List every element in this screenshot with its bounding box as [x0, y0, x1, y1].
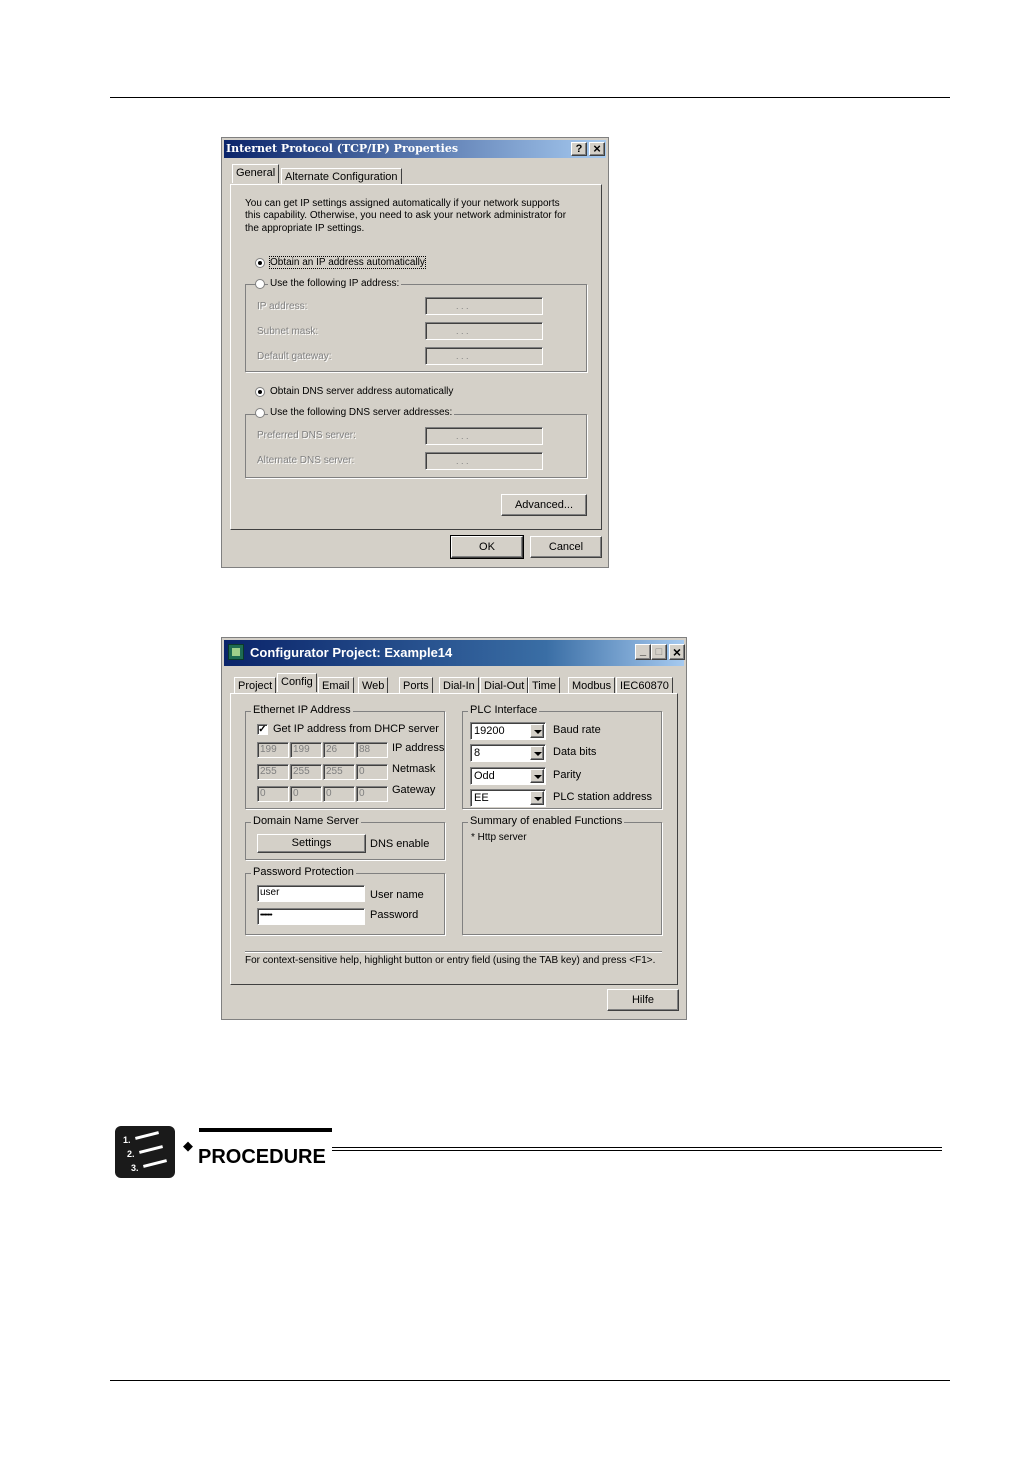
subnet-mask-label: Subnet mask:	[257, 326, 319, 337]
ok-button[interactable]: OK	[451, 536, 523, 558]
maximize-button[interactable]	[651, 644, 667, 660]
password-label: Password	[370, 909, 419, 921]
close-button[interactable]	[589, 142, 605, 156]
parity-label: Parity	[553, 769, 582, 781]
procedure-icon-stroke-1	[135, 1131, 159, 1140]
close-window-button[interactable]	[669, 644, 685, 660]
data-bits-label: Data bits	[553, 746, 597, 758]
gateway-label: Gateway	[392, 784, 436, 796]
help-hint-bar	[245, 951, 662, 952]
obtain-ip-label[interactable]: Obtain an IP address automatically	[270, 257, 425, 268]
close-icon: ×	[593, 141, 601, 156]
dns-enable-label: DNS enable	[370, 838, 430, 850]
ethernet-ip-group-title: Ethernet IP Address	[253, 704, 351, 716]
chevron-down-icon[interactable]	[530, 791, 544, 805]
use-ip-radio[interactable]	[255, 279, 265, 289]
procedure-rule-top	[332, 1147, 942, 1148]
help-hint-text: For context-sensitive help, highlight button or entry field (using the TAB key) and press <F1>.	[245, 955, 656, 966]
plc-interface-group-title: PLC Interface	[470, 704, 538, 716]
ip-address-label: IP address	[392, 742, 445, 754]
tab-dial-out[interactable]: Dial-Out	[480, 677, 528, 693]
ip-octet-1[interactable]: 199	[257, 742, 289, 758]
netmask-label: Netmask	[392, 763, 436, 775]
ip-octet-4[interactable]: 88	[356, 742, 388, 758]
password-group	[245, 873, 445, 935]
settings-button[interactable]: Settings	[257, 834, 366, 853]
chevron-down-icon[interactable]	[530, 769, 544, 783]
ip-address-label: IP address:	[257, 301, 308, 312]
plc-station-label: PLC station address	[553, 791, 653, 803]
chevron-down-icon[interactable]	[530, 724, 544, 738]
dhcp-checkbox[interactable]	[257, 724, 268, 735]
dialog-title: Internet Protocol (TCP/IP) Properties	[226, 142, 459, 155]
procedure-icon-stroke-3	[143, 1159, 167, 1168]
username-input[interactable]: user	[257, 885, 365, 902]
help-button[interactable]: ?	[571, 142, 587, 156]
description-line-2: this capability. Otherwise, you need to ask your network administrator for	[245, 210, 567, 221]
dhcp-checkbox-label[interactable]: Get IP address from DHCP server	[273, 723, 439, 735]
use-dns-label[interactable]: Use the following DNS server addresses:	[270, 407, 453, 418]
summary-item: * Http server	[471, 832, 527, 843]
gateway-octet-4[interactable]: 0	[356, 786, 388, 802]
preferred-dns-field[interactable]: . . .	[425, 427, 543, 445]
plc-station-select[interactable]: EE	[470, 789, 546, 807]
procedure-icon-number-1: 1.	[123, 1135, 131, 1145]
ip-octet-3[interactable]: 26	[323, 742, 355, 758]
ip-octet-2[interactable]: 199	[290, 742, 322, 758]
netmask-octet-1[interactable]: 255	[257, 764, 289, 780]
minimize-icon: _	[639, 645, 647, 657]
tab-iec60870[interactable]: IEC60870	[616, 677, 673, 693]
advanced-button[interactable]: Advanced...	[501, 494, 587, 516]
data-bits-select[interactable]: 8	[470, 744, 546, 762]
procedure-icon-number-3: 3.	[131, 1163, 139, 1173]
header-rule	[110, 97, 950, 98]
obtain-ip-radio[interactable]	[255, 258, 265, 268]
tab-config[interactable]: Config	[277, 673, 317, 692]
username-label: User name	[370, 889, 424, 901]
procedure-bullet: ◆	[183, 1138, 193, 1153]
close-icon: ×	[672, 644, 682, 660]
procedure-title-bar	[199, 1128, 332, 1132]
procedure-rule-bottom	[332, 1150, 942, 1151]
baud-rate-select[interactable]: 19200	[470, 722, 546, 740]
maximize-icon: □	[655, 646, 663, 658]
tab-project[interactable]: Project	[234, 677, 276, 693]
procedure-title: PROCEDURE	[198, 1146, 326, 1168]
ip-address-field[interactable]: . . .	[425, 297, 543, 315]
procedure-icon-number-2: 2.	[127, 1149, 135, 1159]
dns-group-title: Domain Name Server	[253, 815, 359, 827]
tab-dial-in[interactable]: Dial-In	[439, 677, 479, 693]
password-group-title: Password Protection	[253, 866, 354, 878]
summary-group-title: Summary of enabled Functions	[470, 815, 623, 827]
procedure-icon-stroke-2	[139, 1145, 163, 1154]
checkmark-icon: ✓	[258, 724, 267, 735]
gateway-octet-1[interactable]: 0	[257, 786, 289, 802]
tab-time[interactable]: Time	[528, 677, 560, 693]
tcpip-properties-dialog	[221, 137, 609, 568]
alternate-dns-label: Alternate DNS server:	[257, 455, 355, 466]
minimize-button[interactable]	[635, 644, 651, 660]
obtain-dns-label[interactable]: Obtain DNS server address automatically	[270, 386, 454, 397]
tab-email[interactable]: Email	[318, 677, 354, 693]
subnet-mask-field[interactable]: . . .	[425, 322, 543, 340]
procedure-icon	[115, 1126, 175, 1178]
tab-web[interactable]: Web	[358, 677, 388, 693]
baud-rate-label: Baud rate	[553, 724, 601, 736]
use-ip-label[interactable]: Use the following IP address:	[270, 278, 400, 289]
alternate-dns-field[interactable]: . . .	[425, 452, 543, 470]
netmask-octet-3[interactable]: 255	[323, 764, 355, 780]
netmask-octet-2[interactable]: 255	[290, 764, 322, 780]
cancel-button[interactable]: Cancel	[530, 536, 602, 558]
default-gateway-label: Default gateway:	[257, 351, 332, 362]
description-line-3: the appropriate IP settings.	[245, 223, 365, 234]
chevron-down-icon[interactable]	[530, 746, 544, 760]
use-dns-radio[interactable]	[255, 408, 265, 418]
tab-general[interactable]: General	[232, 164, 279, 183]
tab-alternate-configuration[interactable]: Alternate Configuration	[281, 168, 402, 184]
description-line-1: You can get IP settings assigned automatically if your network supports	[245, 198, 560, 209]
password-input[interactable]: ••••••••	[257, 908, 365, 925]
default-gateway-field[interactable]: . . .	[425, 347, 543, 365]
configurator-window	[221, 637, 687, 1020]
footer-rule	[110, 1380, 950, 1381]
app-icon	[228, 644, 244, 660]
tab-ports[interactable]: Ports	[399, 677, 433, 693]
window-title: Configurator Project: Example14	[250, 645, 453, 660]
preferred-dns-label: Preferred DNS server:	[257, 430, 356, 441]
netmask-octet-4[interactable]: 0	[356, 764, 388, 780]
gateway-octet-2[interactable]: 0	[290, 786, 322, 802]
hilfe-button[interactable]: Hilfe	[607, 989, 679, 1011]
gateway-octet-3[interactable]: 0	[323, 786, 355, 802]
tab-modbus[interactable]: Modbus	[568, 677, 615, 693]
parity-select[interactable]: Odd	[470, 767, 546, 785]
obtain-dns-radio[interactable]	[255, 387, 265, 397]
